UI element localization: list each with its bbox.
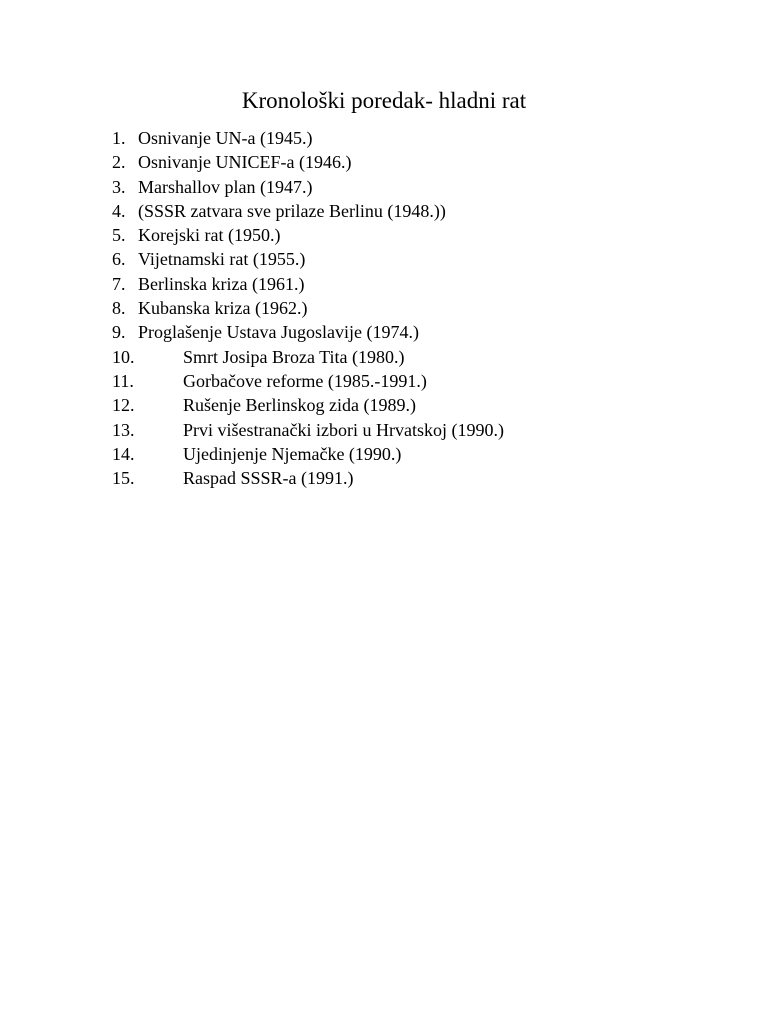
list-item-text: Proglašenje Ustava Jugoslavije (1974.) <box>138 322 419 343</box>
list-item-text: Gorbačove reforme (1985.-1991.) <box>183 370 427 391</box>
list-item-number: 11. <box>112 370 134 391</box>
list-item-text: Raspad SSSR-a (1991.) <box>183 468 354 489</box>
list-item-text: Osnivanje UNICEF-a (1946.) <box>138 152 352 173</box>
list-item-number: 9. <box>112 322 126 343</box>
list-item-number: 12. <box>112 395 135 416</box>
list-item-text: Rušenje Berlinskog zida (1989.) <box>183 395 416 416</box>
list-item-number: 1. <box>112 128 126 148</box>
list-item-number: 4. <box>112 200 126 221</box>
list-item-number: 7. <box>112 273 126 294</box>
list-item-number: 3. <box>112 176 126 197</box>
list-item-text: Marshallov plan (1947.) <box>138 176 313 197</box>
list-item-number: 10. <box>112 346 135 367</box>
list-item-number: 2. <box>112 152 126 173</box>
list-item-text: Smrt Josipa Broza Tita (1980.) <box>183 346 405 367</box>
list-item-text: Berlinska kriza (1961.) <box>138 273 305 294</box>
list-item-number: 8. <box>112 298 126 319</box>
list-item-number: 13. <box>112 419 135 440</box>
list-item-number: 5. <box>112 225 126 246</box>
list-item-number: 14. <box>112 443 135 464</box>
page-title: Kronološki poredak- hladni rat <box>241 88 527 113</box>
list-item-number: 15. <box>112 468 135 489</box>
list-item-text: Korejski rat (1950.) <box>138 225 281 246</box>
list-item-number: 6. <box>112 249 126 270</box>
list-item-text: (SSSR zatvara sve prilaze Berlinu (1948.)) <box>138 200 446 221</box>
list-item-text: Ujedinjenje Njemačke (1990.) <box>183 443 402 464</box>
list-item-text: Osnivanje UN-a (1945.) <box>138 128 313 148</box>
list-item-text: Vijetnamski rat (1955.) <box>138 249 306 270</box>
list-item-text: Kubanska kriza (1962.) <box>138 298 308 319</box>
list-item-text: Prvi višestranački izbori u Hrvatskoj (1990.) <box>183 419 504 440</box>
